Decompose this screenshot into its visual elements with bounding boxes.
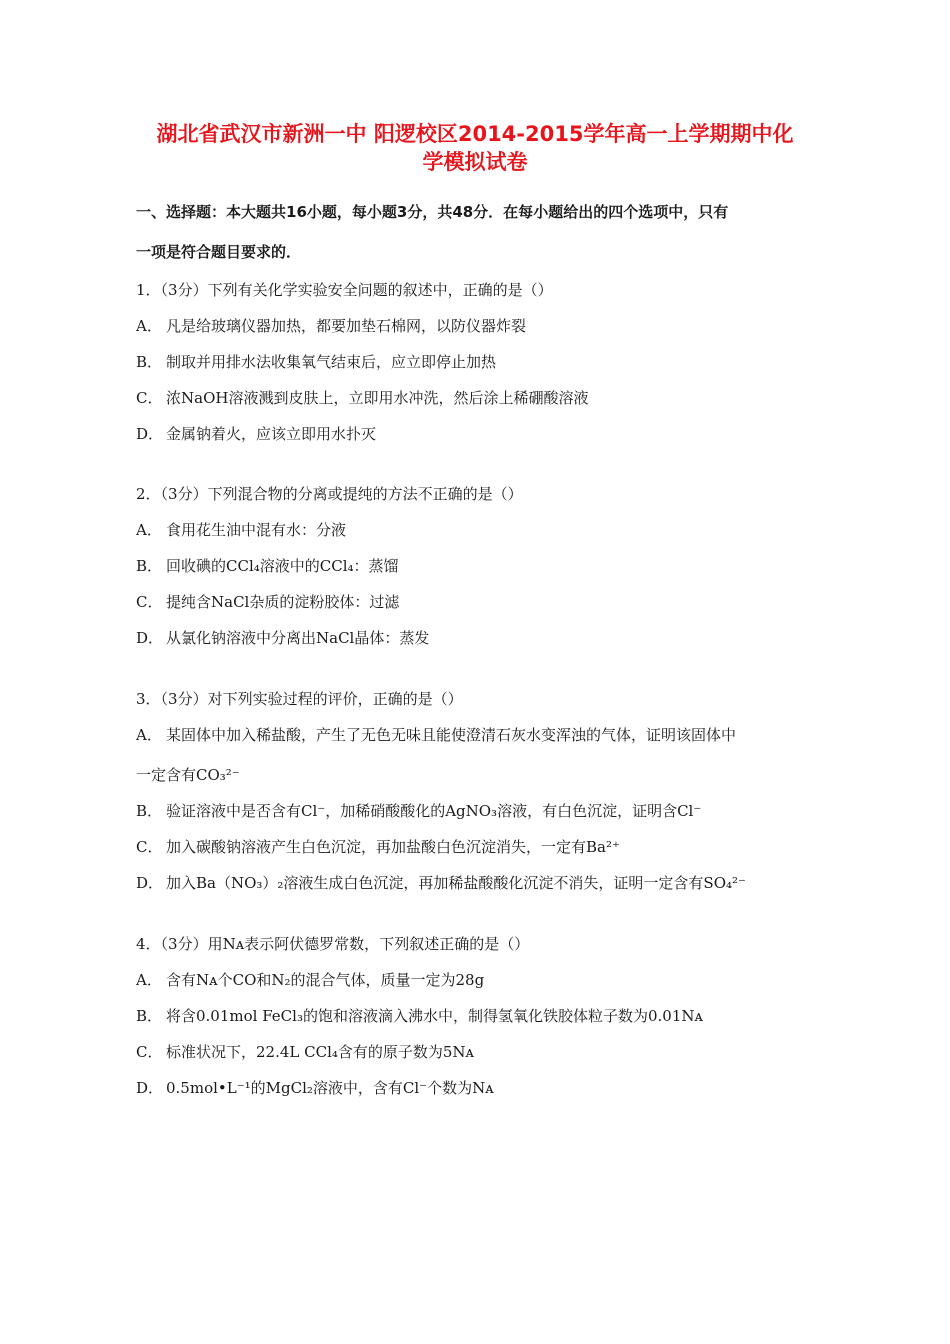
question-2-option-c xyxy=(136,591,816,612)
option-letter: D． xyxy=(136,1079,164,1097)
exam-title xyxy=(120,120,830,176)
option-text: 食用花生油中混有水：分液 xyxy=(166,521,347,539)
option-letter: A． xyxy=(136,726,162,744)
option-letter: D． xyxy=(136,874,164,892)
section-heading-line-1: 一、选择题：本大题共16小题，每小题3分，共48分．在每小题给出的四个选项中，只有 xyxy=(136,203,729,221)
option-letter: B． xyxy=(136,1007,163,1025)
option-letter: B． xyxy=(136,557,163,575)
question-3-option-a-continuation: 一定含有CO₃²⁻ xyxy=(136,766,240,784)
option-text: 验证溶液中是否含有Cl⁻，加稀硝酸酸化的AgNO₃溶液，有白色沉淀，证明含Cl⁻ xyxy=(166,802,702,820)
option-letter: A． xyxy=(136,971,162,989)
option-letter: C． xyxy=(136,389,163,407)
option-letter: B． xyxy=(136,353,163,371)
question-4-stem: 4．（3分）用Nᴀ表示阿伏德罗常数，下列叙述正确的是（） xyxy=(136,935,530,953)
option-letter: A． xyxy=(136,521,162,539)
question-3-stem: 3．（3分）对下列实验过程的评价，正确的是（） xyxy=(136,690,463,708)
option-text: 回收碘的CCl₄溶液中的CCl₄：蒸馏 xyxy=(166,557,399,575)
option-text: 制取并用排水法收集氧气结束后，应立即停止加热 xyxy=(166,353,497,371)
question-2-stem: 2．（3分）下列混合物的分离或提纯的方法不正确的是（） xyxy=(136,485,523,503)
question-3-option-c xyxy=(136,836,816,857)
question-1-option-a xyxy=(136,315,816,336)
option-text: 金属钠着火，应该立即用水扑灭 xyxy=(166,425,377,443)
exam-title-line-1: 湖北省武汉市新洲一中 阳逻校区2014-2015学年高一上学期期中化 xyxy=(156,122,794,146)
option-text: 某固体中加入稀盐酸，产生了无色无味且能使澄清石灰水变浑浊的气体，证明该固体中 xyxy=(166,726,737,744)
option-text: 加入碳酸钠溶液产生白色沉淀，再加盐酸白色沉淀消失，一定有Ba²⁺ xyxy=(166,838,620,856)
question-4-option-c xyxy=(136,1041,816,1062)
option-text: 将含0.01mol FeCl₃的饱和溶液滴入沸水中，制得氢氧化铁胶体粒子数为0.01Nᴀ xyxy=(166,1007,703,1025)
question-3-option-d xyxy=(136,872,816,893)
question-4-option-a xyxy=(136,969,816,990)
question-2-option-b xyxy=(136,555,816,576)
question-1-option-d xyxy=(136,423,816,444)
option-letter: D． xyxy=(136,425,164,443)
question-1-option-b xyxy=(136,351,816,372)
section-heading-line-2: 一项是符合题目要求的． xyxy=(136,243,302,261)
option-letter: D． xyxy=(136,629,164,647)
question-1-option-c xyxy=(136,387,816,408)
option-letter: C． xyxy=(136,1043,163,1061)
question-1-stem: 1．（3分）下列有关化学实验安全问题的叙述中，正确的是（） xyxy=(136,281,553,299)
option-letter: C． xyxy=(136,838,163,856)
option-text: 0.5mol•L⁻¹的MgCl₂溶液中，含有Cl⁻个数为Nᴀ xyxy=(166,1079,494,1097)
question-4-option-b xyxy=(136,1005,816,1026)
question-2-option-a xyxy=(136,519,816,540)
question-4-option-d xyxy=(136,1077,816,1098)
option-letter: B． xyxy=(136,802,163,820)
option-letter: A． xyxy=(136,317,162,335)
option-text: 含有Nᴀ个CO和N₂的混合气体，质量一定为28g xyxy=(166,971,485,989)
question-2-option-d xyxy=(136,627,816,648)
question-3-option-b xyxy=(136,800,816,821)
option-text: 加入Ba（NO₃）₂溶液生成白色沉淀，再加稀盐酸酸化沉淀不消失，证明一定含有SO₄²⁻ xyxy=(166,874,746,892)
question-3-option-a xyxy=(136,724,816,745)
option-text: 标准状况下，22.4L CCl₄含有的原子数为5Nᴀ xyxy=(166,1043,475,1061)
option-text: 凡是给玻璃仪器加热，都要加垫石棉网，以防仪器炸裂 xyxy=(166,317,527,335)
option-text: 从氯化钠溶液中分离出NaCl晶体：蒸发 xyxy=(166,629,430,647)
option-text: 提纯含NaCl杂质的淀粉胶体：过滤 xyxy=(166,593,400,611)
option-letter: C． xyxy=(136,593,163,611)
option-text: 浓NaOH溶液溅到皮肤上，立即用水冲洗，然后涂上稀硼酸溶液 xyxy=(166,389,589,407)
exam-title-line-2: 学模拟试卷 xyxy=(422,150,528,174)
